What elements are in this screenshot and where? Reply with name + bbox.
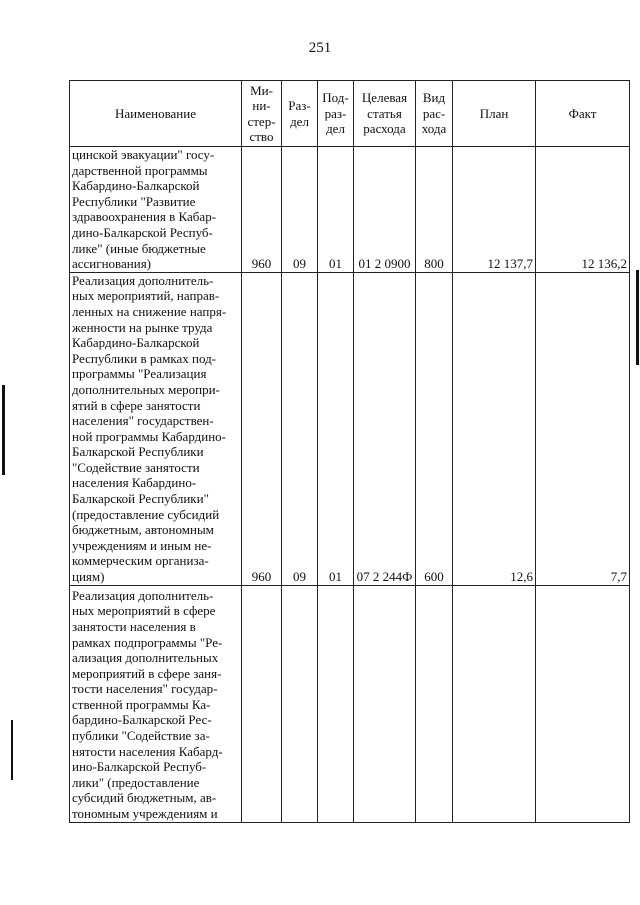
row-target-article: 01 2 0900 <box>354 147 416 273</box>
row-subsection: 01 <box>318 147 354 273</box>
page-number: 251 <box>308 40 332 56</box>
row-ministry: 960 <box>242 147 282 273</box>
table-row <box>70 272 630 585</box>
row-subsection: 01 <box>318 272 354 585</box>
row-ministry: 960 <box>242 272 282 585</box>
column-header-plan: План <box>453 81 536 147</box>
row-subsection <box>318 585 354 822</box>
column-header-expense-type: Вид рас- хода <box>416 81 453 147</box>
row-name: Реализация дополнитель- ных мероприятий в сфере занятости населения в рамках подпрограммы "Ре- ализация дополнительных мероприятий в сфере заня- тости населения" государ- ственной программы Ка- бардино-Балкарской Рес- публики "Содействие за- нятости населения Кабард- ино-Балкарской Респуб- лики" (предоставление субсидий бюджетным, ав- тономным учреждениям и <box>70 585 242 822</box>
column-header-section: Раз- дел <box>282 81 318 147</box>
row-target-article <box>354 585 416 822</box>
scan-margin-mark <box>636 270 639 365</box>
row-expense-type: 600 <box>416 272 453 585</box>
column-header-fact: Факт <box>536 81 630 147</box>
row-expense-type <box>416 585 453 822</box>
row-section: 09 <box>282 147 318 273</box>
budget-table <box>69 80 630 823</box>
scan-margin-mark <box>11 720 13 780</box>
row-fact: 7,7 <box>536 272 630 585</box>
row-ministry <box>242 585 282 822</box>
row-fact: 12 136,2 <box>536 147 630 273</box>
row-section <box>282 585 318 822</box>
row-plan: 12,6 <box>453 272 536 585</box>
row-plan <box>453 585 536 822</box>
table-header-row <box>70 81 630 147</box>
row-target-article: 07 2 244Ф <box>354 272 416 585</box>
column-header-subsection: Под- раз- дел <box>318 81 354 147</box>
column-header-name: Наименование <box>70 81 242 147</box>
row-fact <box>536 585 630 822</box>
row-section: 09 <box>282 272 318 585</box>
row-name: Реализация дополнитель- ных мероприятий, направ- ленных на снижение напря- женности на рынке труда Кабардино-Балкарской Республики в рамках под- программы "Реализация дополнительных меропри- ятий в сфере занятости населения" государствен- ной программы Кабардино- Балкарской Республики "Содействие занятости населения Кабардино- Балкарской Республики" (предоставление субсидий бюджетным, автономным учреждениям и иным не- коммерческим организа- циям) <box>70 272 242 585</box>
column-header-target-article: Целевая статья расхода <box>354 81 416 147</box>
table-row <box>70 585 630 822</box>
row-expense-type: 800 <box>416 147 453 273</box>
table-row <box>70 147 630 273</box>
row-name: цинской эвакуации" госу- дарственной программы Кабардино-Балкарской Республики "Развитие здравоохранения в Кабар- дино-Балкарской Респуб- лике" (иные бюджетные ассигнования) <box>70 147 242 273</box>
scan-margin-mark <box>2 385 5 475</box>
column-header-ministry: Ми- ни- стер- ство <box>242 81 282 147</box>
row-plan: 12 137,7 <box>453 147 536 273</box>
